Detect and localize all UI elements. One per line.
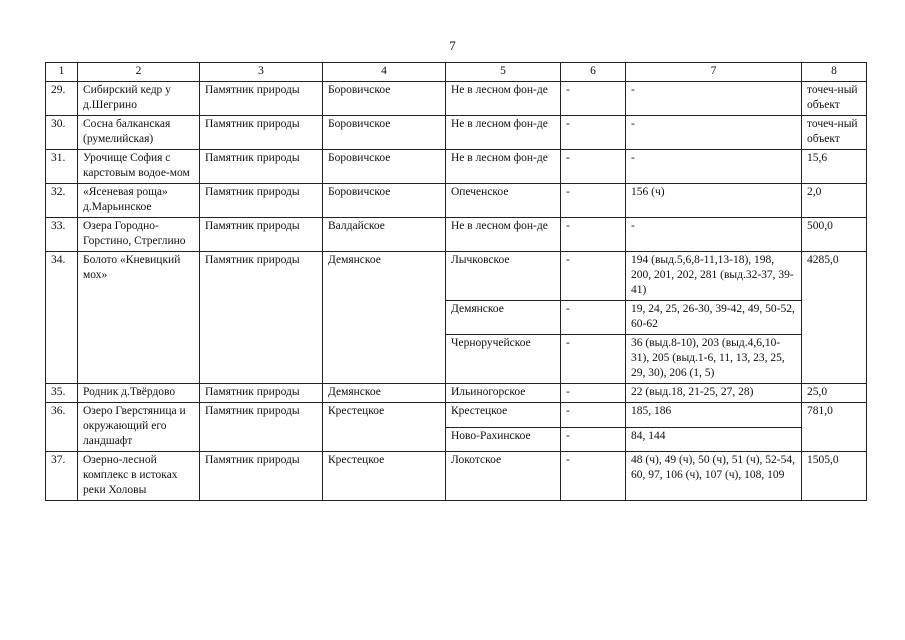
table-row	[46, 218, 867, 252]
quarters-cell: 156 (ч)	[626, 184, 802, 218]
area-cell: 500,0	[802, 218, 867, 252]
table-body	[46, 63, 867, 501]
quarters-cell: 194 (выд.5,6,8-11,13-18), 198, 200, 201, 202, 281 (выд.32-37, 39-41)	[626, 252, 802, 301]
district-cell: Боровичское	[323, 150, 446, 184]
column-6-cell: -	[561, 116, 626, 150]
area-cell: 4285,0	[802, 252, 867, 384]
quarters-cell: -	[626, 82, 802, 116]
object-name-cell: Урочище София с карстовым водое-мом	[78, 150, 200, 184]
object-name-cell: «Ясеневая роща» д.Марьинское	[78, 184, 200, 218]
area-cell: точеч-ный объект	[802, 116, 867, 150]
object-name-cell: Озера Городно-Горстино, Стреглино	[78, 218, 200, 252]
row-number-cell: 30.	[46, 116, 78, 150]
forestry-cell: Ильиногорское	[446, 384, 561, 403]
district-cell: Боровичское	[323, 82, 446, 116]
column-6-cell: -	[561, 150, 626, 184]
column-6-cell: -	[561, 82, 626, 116]
column-header: 7	[626, 63, 802, 82]
header-row	[46, 63, 867, 82]
row-number-cell: 29.	[46, 82, 78, 116]
district-cell: Демянское	[323, 252, 446, 384]
forestry-cell: Не в лесном фон-де	[446, 218, 561, 252]
table-row	[46, 184, 867, 218]
category-cell: Памятник природы	[200, 452, 323, 501]
table-row	[46, 82, 867, 116]
area-cell: 15,6	[802, 150, 867, 184]
forestry-cell: Не в лесном фон-де	[446, 150, 561, 184]
district-cell: Боровичское	[323, 116, 446, 150]
table-row	[46, 252, 867, 301]
object-name-cell: Сибирский кедр у д.Шегрино	[78, 82, 200, 116]
row-number-cell: 35.	[46, 384, 78, 403]
area-cell: 781,0	[802, 403, 867, 452]
forestry-cell: Крестецкое	[446, 403, 561, 428]
forestry-cell: Демянское	[446, 301, 561, 335]
area-cell: 1505,0	[802, 452, 867, 501]
quarters-cell: -	[626, 218, 802, 252]
column-6-cell: -	[561, 384, 626, 403]
category-cell: Памятник природы	[200, 150, 323, 184]
quarters-cell: 48 (ч), 49 (ч), 50 (ч), 51 (ч), 52-54, 60, 97, 106 (ч), 107 (ч), 108, 109	[626, 452, 802, 501]
column-header: 1	[46, 63, 78, 82]
column-6-cell: -	[561, 427, 626, 452]
forestry-cell: Лычковское	[446, 252, 561, 301]
quarters-cell: 185, 186	[626, 403, 802, 428]
category-cell: Памятник природы	[200, 218, 323, 252]
column-6-cell: -	[561, 184, 626, 218]
row-number-cell: 36.	[46, 403, 78, 452]
forestry-cell: Ново-Рахинское	[446, 427, 561, 452]
object-name-cell: Озеро Гверстяница и окружающий его ландшафт	[78, 403, 200, 452]
quarters-cell: 36 (выд.8-10), 203 (выд.4,6,10-31), 205 (выд.1-6, 11, 13, 23, 25, 29, 30), 206 (1, 5)	[626, 335, 802, 384]
category-cell: Памятник природы	[200, 116, 323, 150]
object-name-cell: Озерно-лесной комплекс в истоках реки Холовы	[78, 452, 200, 501]
quarters-cell: -	[626, 150, 802, 184]
column-6-cell: -	[561, 252, 626, 301]
forestry-cell: Опеченское	[446, 184, 561, 218]
category-cell: Памятник природы	[200, 184, 323, 218]
column-6-cell: -	[561, 218, 626, 252]
row-number-cell: 34.	[46, 252, 78, 384]
row-number-cell: 33.	[46, 218, 78, 252]
row-number-cell: 37.	[46, 452, 78, 501]
column-header: 4	[323, 63, 446, 82]
column-header: 6	[561, 63, 626, 82]
column-6-cell: -	[561, 452, 626, 501]
table-row	[46, 384, 867, 403]
object-name-cell: Родник д.Твёрдово	[78, 384, 200, 403]
district-cell: Крестецкое	[323, 452, 446, 501]
table-row	[46, 403, 867, 428]
column-6-cell: -	[561, 335, 626, 384]
table-row	[46, 452, 867, 501]
category-cell: Памятник природы	[200, 82, 323, 116]
page-number: 7	[449, 38, 456, 53]
column-header: 2	[78, 63, 200, 82]
column-6-cell: -	[561, 301, 626, 335]
forestry-cell: Не в лесном фон-де	[446, 82, 561, 116]
district-cell: Крестецкое	[323, 403, 446, 452]
quarters-cell: 22 (выд.18, 21-25, 27, 28)	[626, 384, 802, 403]
table-row	[46, 150, 867, 184]
column-header: 5	[446, 63, 561, 82]
category-cell: Памятник природы	[200, 252, 323, 384]
district-cell: Демянское	[323, 384, 446, 403]
row-number-cell: 31.	[46, 150, 78, 184]
object-name-cell: Болото «Кневицкий мох»	[78, 252, 200, 384]
forestry-cell: Черноручейское	[446, 335, 561, 384]
area-cell: 2,0	[802, 184, 867, 218]
column-header: 8	[802, 63, 867, 82]
forestry-cell: Локотское	[446, 452, 561, 501]
column-6-cell: -	[561, 403, 626, 428]
quarters-cell: -	[626, 116, 802, 150]
column-header: 3	[200, 63, 323, 82]
object-name-cell: Сосна балканская (румелийская)	[78, 116, 200, 150]
forestry-cell: Не в лесном фон-де	[446, 116, 561, 150]
area-cell: точеч-ный объект	[802, 82, 867, 116]
table-row	[46, 116, 867, 150]
category-cell: Памятник природы	[200, 403, 323, 452]
district-cell: Валдайское	[323, 218, 446, 252]
quarters-cell: 19, 24, 25, 26-30, 39-42, 49, 50-52, 60-62	[626, 301, 802, 335]
protected-areas-table	[45, 62, 867, 501]
district-cell: Боровичское	[323, 184, 446, 218]
category-cell: Памятник природы	[200, 384, 323, 403]
area-cell: 25,0	[802, 384, 867, 403]
quarters-cell: 84, 144	[626, 427, 802, 452]
row-number-cell: 32.	[46, 184, 78, 218]
